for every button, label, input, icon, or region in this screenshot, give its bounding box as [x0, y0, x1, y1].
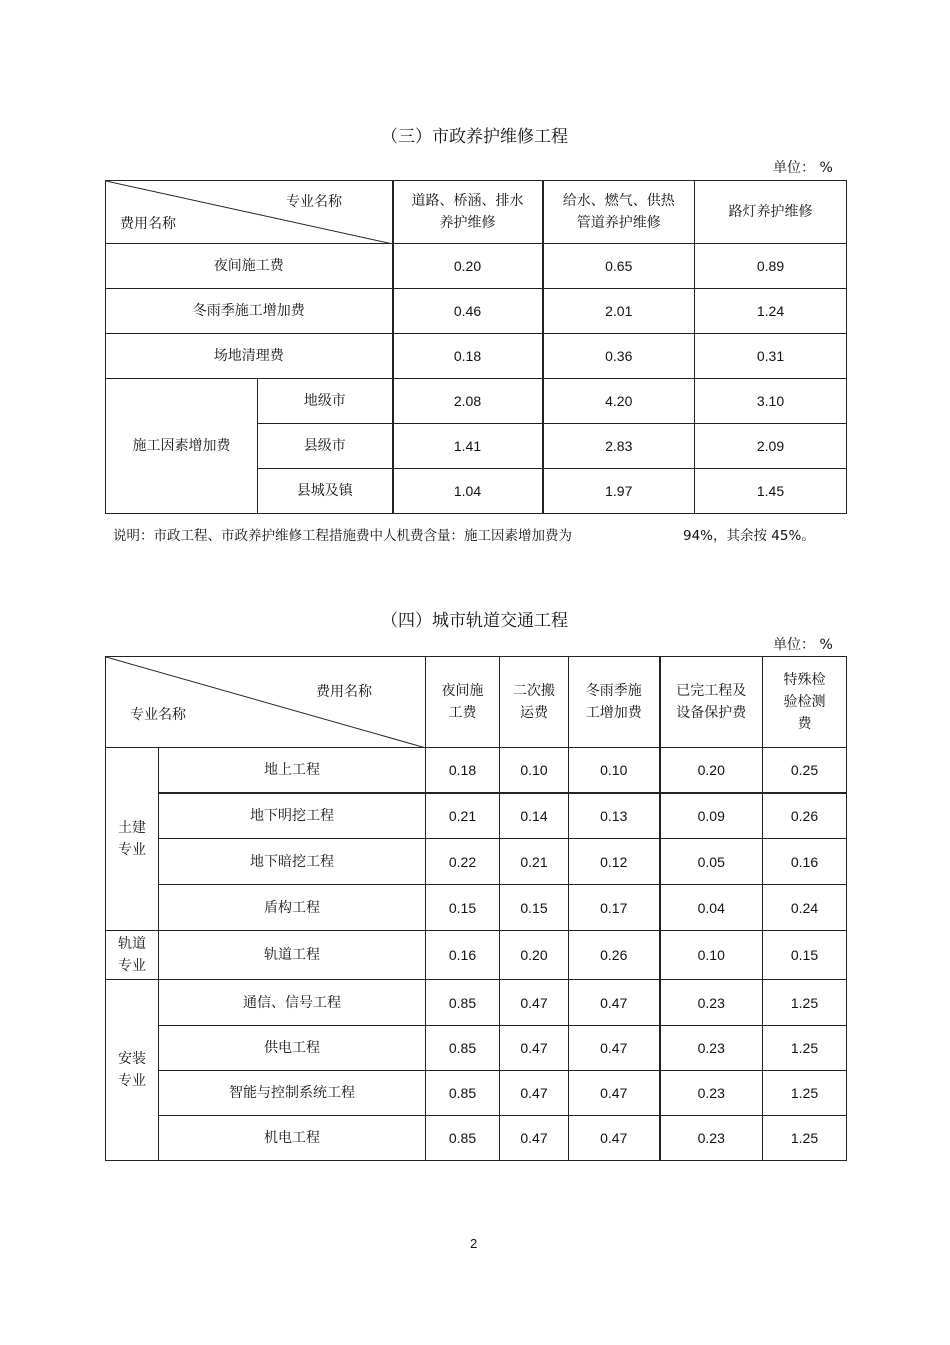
table-row: 机电工程 0.85 0.47 0.47 0.23 1.25: [106, 1116, 847, 1161]
diag-top-label: 费用名称: [316, 684, 372, 700]
col-header-transfer: 二次搬 运费: [500, 657, 569, 748]
group-label-track: 轨道 专业: [106, 931, 159, 980]
table-row: 盾构工程 0.15 0.15 0.17 0.04 0.24: [106, 885, 847, 931]
col-header-protection: 已完工程及 设备保护费: [660, 657, 763, 748]
table-row: 智能与控制系统工程 0.85 0.47 0.47 0.23 1.25: [106, 1071, 847, 1116]
table-row: 施工因素增加费 地级市 2.08 4.20 3.10: [106, 379, 847, 424]
section3-table: [105, 180, 847, 514]
section3-note: 说明：市政工程、市政养护维修工程措施费中人机费含量：施工因素增加费为: [113, 528, 572, 544]
col-header-road: 道路、桥涵、排水 养护维修: [393, 181, 543, 244]
col-header-inspection: 特殊检 验检测 费: [763, 657, 847, 748]
table-row: 冬雨季施工增加费 0.46 2.01 1.24: [106, 289, 847, 334]
section4-diagonal-header: [106, 657, 426, 748]
table-row: 供电工程 0.85 0.47 0.47 0.23 1.25: [106, 1026, 847, 1071]
table-row: 安装 专业 通信、信号工程 0.85 0.47 0.47 0.23 1.25: [106, 980, 847, 1026]
group-label-civil: 土建 专业: [106, 748, 159, 931]
table-row: 场地清理费 0.18 0.36 0.31: [106, 334, 847, 379]
col-header-pipe: 给水、燃气、供热 管道养护维修: [543, 181, 695, 244]
diag-top-label: 专业名称: [286, 194, 342, 210]
group-label: 施工因素增加费: [106, 379, 258, 514]
section3-unit: 单位： %: [773, 160, 833, 176]
section3-note-ratio: 94%，其余按 45%。: [683, 528, 815, 544]
section3-diagonal-header: [106, 181, 393, 244]
table-row: 地下暗挖工程 0.22 0.21 0.12 0.05 0.16: [106, 839, 847, 885]
table-row: 轨道 专业 轨道工程 0.16 0.20 0.26 0.10 0.15: [106, 931, 847, 980]
table-row: 土建 专业 地上工程 0.18 0.10 0.10 0.20 0.25: [106, 748, 847, 793]
table-row: 夜间施工费 0.20 0.65 0.89: [106, 244, 847, 289]
table-row: 县级市 1.41 2.83 2.09: [106, 424, 847, 469]
section4-title: （四）城市轨道交通工程: [381, 611, 568, 631]
col-header-night: 夜间施 工费: [426, 657, 500, 748]
diagonal-line: [106, 657, 426, 748]
section4-table: [105, 656, 847, 1161]
table-row: 地下明挖工程 0.21 0.14 0.13 0.09 0.26: [106, 793, 847, 839]
table-row: 县城及镇 1.04 1.97 1.45: [106, 469, 847, 514]
section3-title: （三）市政养护维修工程: [381, 127, 568, 147]
diag-bottom-label: 专业名称: [130, 707, 186, 723]
diag-bottom-label: 费用名称: [120, 216, 176, 232]
col-header-streetlight: 路灯养护维修: [695, 181, 847, 244]
section4-unit: 单位： %: [773, 637, 833, 653]
page-number: 2: [470, 1236, 478, 1251]
col-header-winter: 冬雨季施 工增加费: [569, 657, 660, 748]
group-label-install: 安装 专业: [106, 980, 159, 1161]
